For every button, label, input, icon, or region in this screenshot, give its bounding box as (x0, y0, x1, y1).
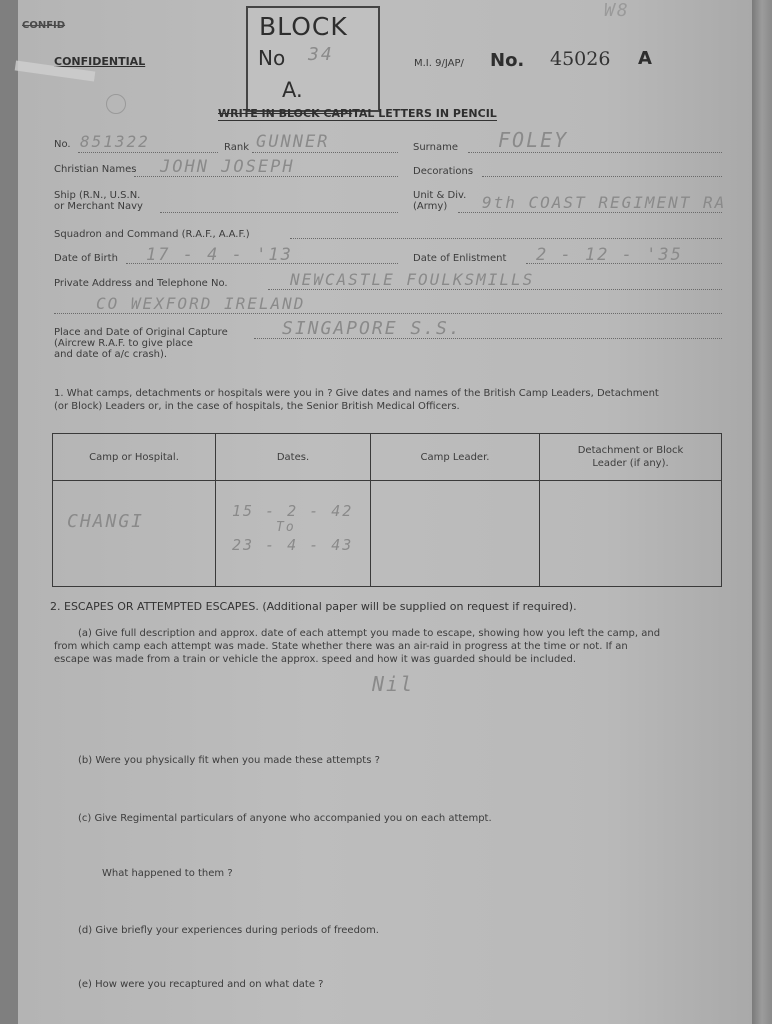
address-value-line2: CO WEXFORD IRELAND (96, 294, 306, 313)
unit-line (458, 212, 722, 213)
dates-to: 23 - 4 - 43 (232, 536, 354, 554)
decorations-line (482, 176, 722, 177)
scan-left-edge (0, 0, 18, 1024)
rank-label: Rank (224, 142, 249, 153)
enlistment-label: Date of Enlistment (413, 253, 507, 264)
question-c-followup: What happened to them ? (102, 868, 233, 879)
decorations-label: Decorations (413, 166, 474, 177)
service-no-line (78, 152, 218, 153)
surname-line (468, 152, 722, 153)
scan-right-edge (752, 0, 772, 1024)
question-a-line1: (a) Give full description and approx. date of each attempt you made to escape, showing how you left the camp, and (78, 628, 661, 639)
address-label: Private Address and Telephone No. (54, 278, 228, 289)
corner-pencil-mark: W8 (604, 0, 630, 21)
capture-label-line1: Place and Date of Original Capture (54, 327, 228, 338)
squadron-line (290, 238, 722, 239)
question-c: (c) Give Regimental particulars of anyone who accompanied you on each attempt. (78, 813, 492, 824)
capture-value: SINGAPORE S.S. (282, 318, 462, 339)
capture-label-line2: (Aircrew R.A.F. to give place (54, 338, 193, 349)
capture-label (54, 327, 228, 360)
ship-label-line1: Ship (R.N., U.S.N. (54, 190, 141, 201)
camps-table-header (53, 434, 722, 481)
enlistment-line (526, 263, 722, 264)
capture-label-line3: and date of a/c crash). (54, 349, 168, 360)
rank-value: GUNNER (256, 132, 330, 152)
christian-names-line (134, 176, 398, 177)
address-line-1 (268, 289, 722, 290)
service-no-value: 851322 (80, 132, 150, 151)
question-e: (e) How were you recaptured and on what date ? (78, 979, 324, 990)
rank-line (252, 152, 398, 153)
address-value-line1: NEWCASTLE FOULKSMILLS (290, 270, 535, 289)
service-no-label: No. (54, 139, 71, 150)
question-a-answer: Nil (372, 672, 415, 696)
section1-text-line2: (or Block) Leaders or, in the case of hospitals, the Senior British Medical Officers. (54, 401, 460, 412)
question-a-line3: escape was made from a train or vehicle the approx. speed and how it was guarded should be included. (54, 654, 577, 665)
block-stamp-no-label: No (258, 46, 286, 70)
col-block-leader: Detachment or Block Leader (if any). (540, 434, 722, 481)
camps-table (52, 433, 722, 587)
dob-value: 17 - 4 - '13 (146, 245, 293, 265)
address-line-2 (54, 313, 722, 314)
col-camp: Camp or Hospital. (53, 434, 216, 481)
instruction-struck: WRITE IN BLOCK CAPI (218, 107, 353, 120)
surname-value: FOLEY (498, 128, 569, 152)
section2-heading: 2. ESCAPES OR ATTEMPTED ESCAPES. (Additional paper will be supplied on request if required). (50, 600, 577, 613)
dob-label: Date of Birth (54, 253, 118, 264)
instruction-rest: TAL LETTERS IN PENCIL (352, 107, 497, 120)
unit-label (413, 190, 466, 212)
unit-value: 9th COAST REGIMENT RA (482, 193, 727, 212)
col-camp-leader: Camp Leader. (371, 434, 540, 481)
ship-line (160, 212, 398, 213)
table-row (53, 481, 722, 587)
dob-line (126, 263, 398, 264)
christian-names-label: Christian Names (54, 164, 137, 175)
document-number: 45026 (550, 48, 611, 70)
unit-label-line1: Unit & Div. (413, 190, 467, 201)
question-b: (b) Were you physically fit when you made these attempts ? (78, 755, 380, 766)
instruction-line (218, 107, 497, 121)
punch-hole-mark (106, 94, 126, 114)
number-label: No. (490, 50, 525, 71)
col-dates: Dates. (216, 434, 371, 481)
ship-label (54, 190, 143, 212)
camp-name: CHANGI (67, 511, 145, 532)
ship-label-line2: or Merchant Navy (54, 201, 143, 212)
confidential-label: CONFIDENTIAL (54, 55, 146, 68)
dates-to-word: To (276, 520, 296, 535)
mi-reference: M.I. 9/JAP/ (414, 58, 464, 69)
question-a-line2: from which camp each attempt was made. State whether there was an air-raid in progress at the time or not. If an (54, 641, 628, 652)
section1-text-line1: 1. What camps, detachments or hospitals were you in ? Give dates and names of the British Camp Leaders, Detachment (54, 388, 659, 399)
capture-line (254, 338, 722, 339)
document-suffix: A (638, 48, 652, 69)
enlistment-value: 2 - 12 - '35 (536, 245, 683, 265)
confidential-stamp-top: CONFID (22, 20, 66, 31)
block-leader-cell (540, 481, 722, 587)
question-d: (d) Give briefly your experiences during periods of freedom. (78, 925, 379, 936)
block-stamp-letter: A. (282, 78, 303, 102)
unit-label-line2: (Army) (413, 201, 448, 212)
dates-from: 15 - 2 - 42 (232, 502, 354, 520)
camp-leader-cell (371, 481, 540, 587)
christian-names-value: JOHN JOSEPH (160, 157, 295, 177)
block-stamp-word: BLOCK (259, 12, 348, 41)
squadron-label: Squadron and Command (R.A.F., A.A.F.) (54, 229, 250, 240)
block-stamp-no-value: 34 (308, 44, 334, 65)
surname-label: Surname (413, 142, 458, 153)
